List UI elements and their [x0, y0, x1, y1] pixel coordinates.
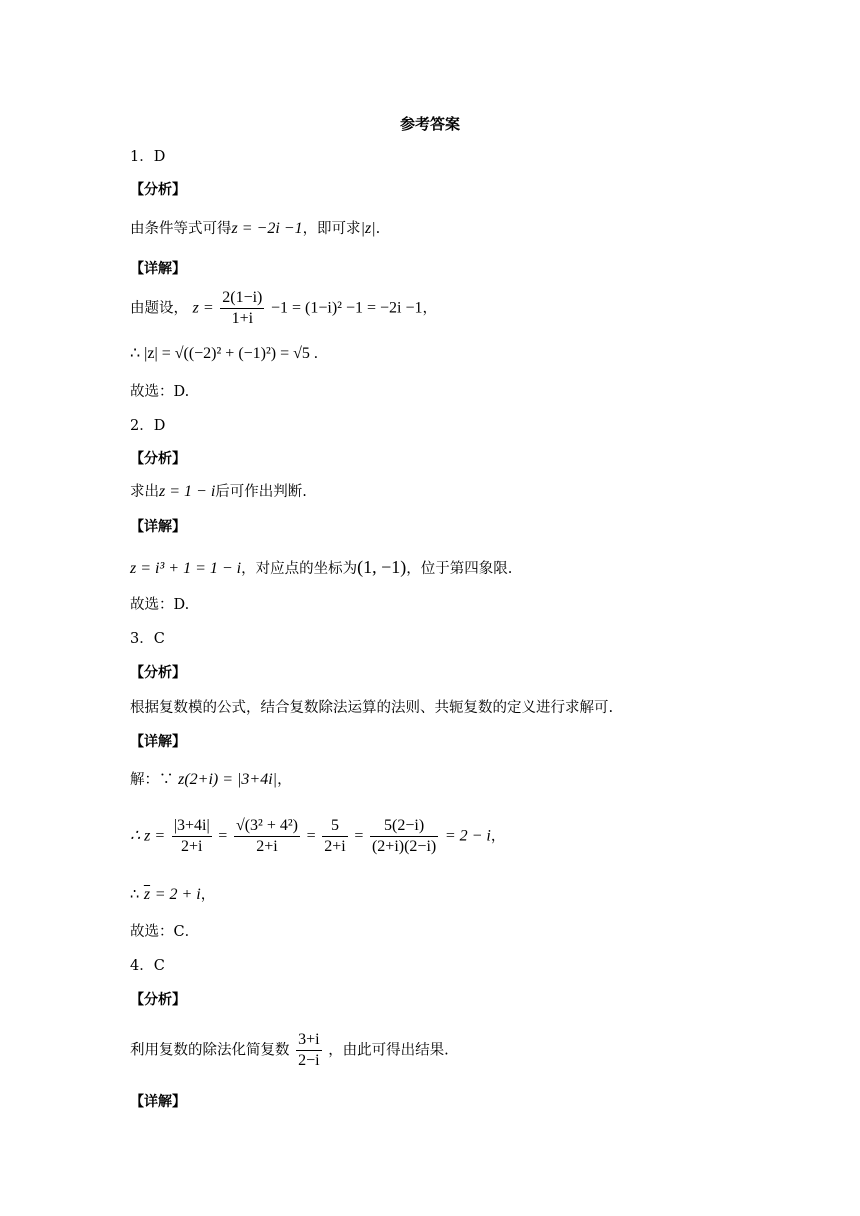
q3-fraction-1-numerator: |3+4i| — [172, 816, 212, 837]
q3-choice: 故选：C． — [130, 924, 200, 940]
q4-analysis-prefix: 利用复数的除法化简复数 — [130, 1042, 290, 1059]
q1-detail-end: ， — [422, 300, 437, 317]
q1-analysis-text — [130, 218, 380, 240]
page-title: 参考答案 — [399, 115, 460, 133]
q1-detail-prefix: 由题设， — [130, 300, 188, 317]
q3-fraction-3-denominator: 2+i — [324, 838, 346, 855]
q3-fraction-4 — [370, 816, 438, 857]
q3-fraction-1 — [172, 816, 212, 857]
q3-fraction-2-numerator: √(3² + 4²) — [234, 816, 300, 837]
q3-fraction-4-denominator: (2+i)(2−i) — [371, 838, 437, 855]
q2-detail-point: (1, −1) — [357, 557, 407, 577]
q3-line3-therefore: ∴ — [130, 887, 140, 903]
q1-fraction-numerator: 2(1−i) — [220, 288, 264, 309]
q1-analysis-abs: |z| — [360, 220, 376, 237]
q3-answer: 3．C — [130, 631, 165, 647]
q1-analysis-label: 【分析】 — [130, 182, 186, 198]
q1-detail-rhs: −1 = (1−i)² −1 = −2i −1 — [270, 299, 423, 317]
q1-analysis-prefix: 由条件等式可得 — [130, 221, 232, 237]
q3-detail-line2: ∴ z = $\frac{|3+4i|}{2+i}$ = $\frac{\text{√(3² + 4²)}}{2+i}$ = $\frac{5}{2+i}$ = $\frac{5(2-i)}{(2+i)(2-i)}$ = 2 − i， — [130, 817, 506, 855]
q3-fraction-2 — [234, 816, 300, 857]
q4-analysis-end: ，由此可得出结果. — [328, 1042, 449, 1059]
q2-analysis-label: 【分析】 — [130, 451, 186, 467]
q3-line3-end: ， — [200, 887, 216, 903]
q4-fraction-denominator: 2−i — [298, 1052, 320, 1069]
q3-line3-zbar: $\overline{z}$ — [143, 886, 151, 903]
q4-analysis-text — [130, 1030, 449, 1071]
q2-detail-label: 【详解】 — [130, 519, 186, 535]
q2-analysis-equation: z = 1 − i — [159, 483, 216, 500]
q1-therefore-line: ∴ |z| = √((−2)² + (−1)²) = √5 . — [130, 345, 318, 362]
q3-fraction-3 — [322, 816, 347, 857]
q3-fraction-3-numerator: 5 — [322, 816, 347, 837]
q1-detail-label: 【详解】 — [130, 261, 186, 277]
q1-answer: 1．D — [130, 149, 166, 165]
q3-fraction-1-denominator: 2+i — [181, 838, 203, 855]
q4-analysis-label: 【分析】 — [130, 992, 186, 1008]
q3-line3-result: = 2 + i — [154, 886, 201, 903]
q1-detail-fraction — [220, 288, 264, 329]
q4-analysis-fraction — [296, 1030, 321, 1071]
q3-detail-line1 — [130, 769, 292, 791]
q1-analysis-equation: z = −2i −1 — [231, 220, 303, 237]
q4-fraction-numerator: 3+i — [296, 1030, 321, 1051]
q3-detail-line3 — [130, 884, 215, 906]
q2-choice: 故选：D. — [130, 597, 190, 613]
q2-detail-equation: z = i³ + 1 = 1 − i — [130, 560, 242, 577]
q4-detail-label: 【详解】 — [130, 1094, 186, 1110]
q3-line2-result: = 2 − i — [444, 827, 491, 845]
q2-detail-end: ，位于第四象限. — [406, 561, 513, 577]
q3-detail-label: 【详解】 — [130, 734, 186, 750]
q3-analysis-text: 根据复数模的公式，结合复数除法运算的法则、共轭复数的定义进行求解可. — [130, 700, 614, 716]
q3-detail-end: ， — [277, 772, 292, 788]
q2-detail-text — [130, 556, 512, 580]
q2-analysis-prefix: 求出 — [130, 484, 159, 500]
q1-detail-lhs: z = — [192, 299, 214, 317]
q1-analysis-mid: ，即可求 — [302, 221, 361, 237]
q3-fraction-4-numerator: 5(2−i) — [370, 816, 438, 837]
q3-fraction-2-denominator: 2+i — [256, 838, 278, 855]
q1-detail-equation-line — [130, 288, 437, 329]
q2-analysis-end: 后可作出判断. — [215, 484, 307, 500]
q2-detail-mid: ，对应点的坐标为 — [241, 561, 358, 577]
q2-analysis-text — [130, 481, 307, 503]
q1-analysis-end: . — [375, 221, 381, 237]
q4-answer: 4．C — [130, 958, 165, 974]
q1-choice: 故选：D. — [130, 384, 190, 400]
q3-analysis-label: 【分析】 — [130, 665, 186, 681]
q3-line2-comma: ， — [490, 828, 506, 845]
q3-detail-equation: z(2+i) = |3+4i| — [178, 771, 278, 788]
q2-answer: 2．D — [130, 418, 166, 434]
q1-fraction-denominator: 1+i — [231, 310, 254, 327]
q3-line2-lhs: ∴ z = — [130, 827, 166, 845]
q3-detail-prefix: 解：∵ — [130, 772, 174, 788]
